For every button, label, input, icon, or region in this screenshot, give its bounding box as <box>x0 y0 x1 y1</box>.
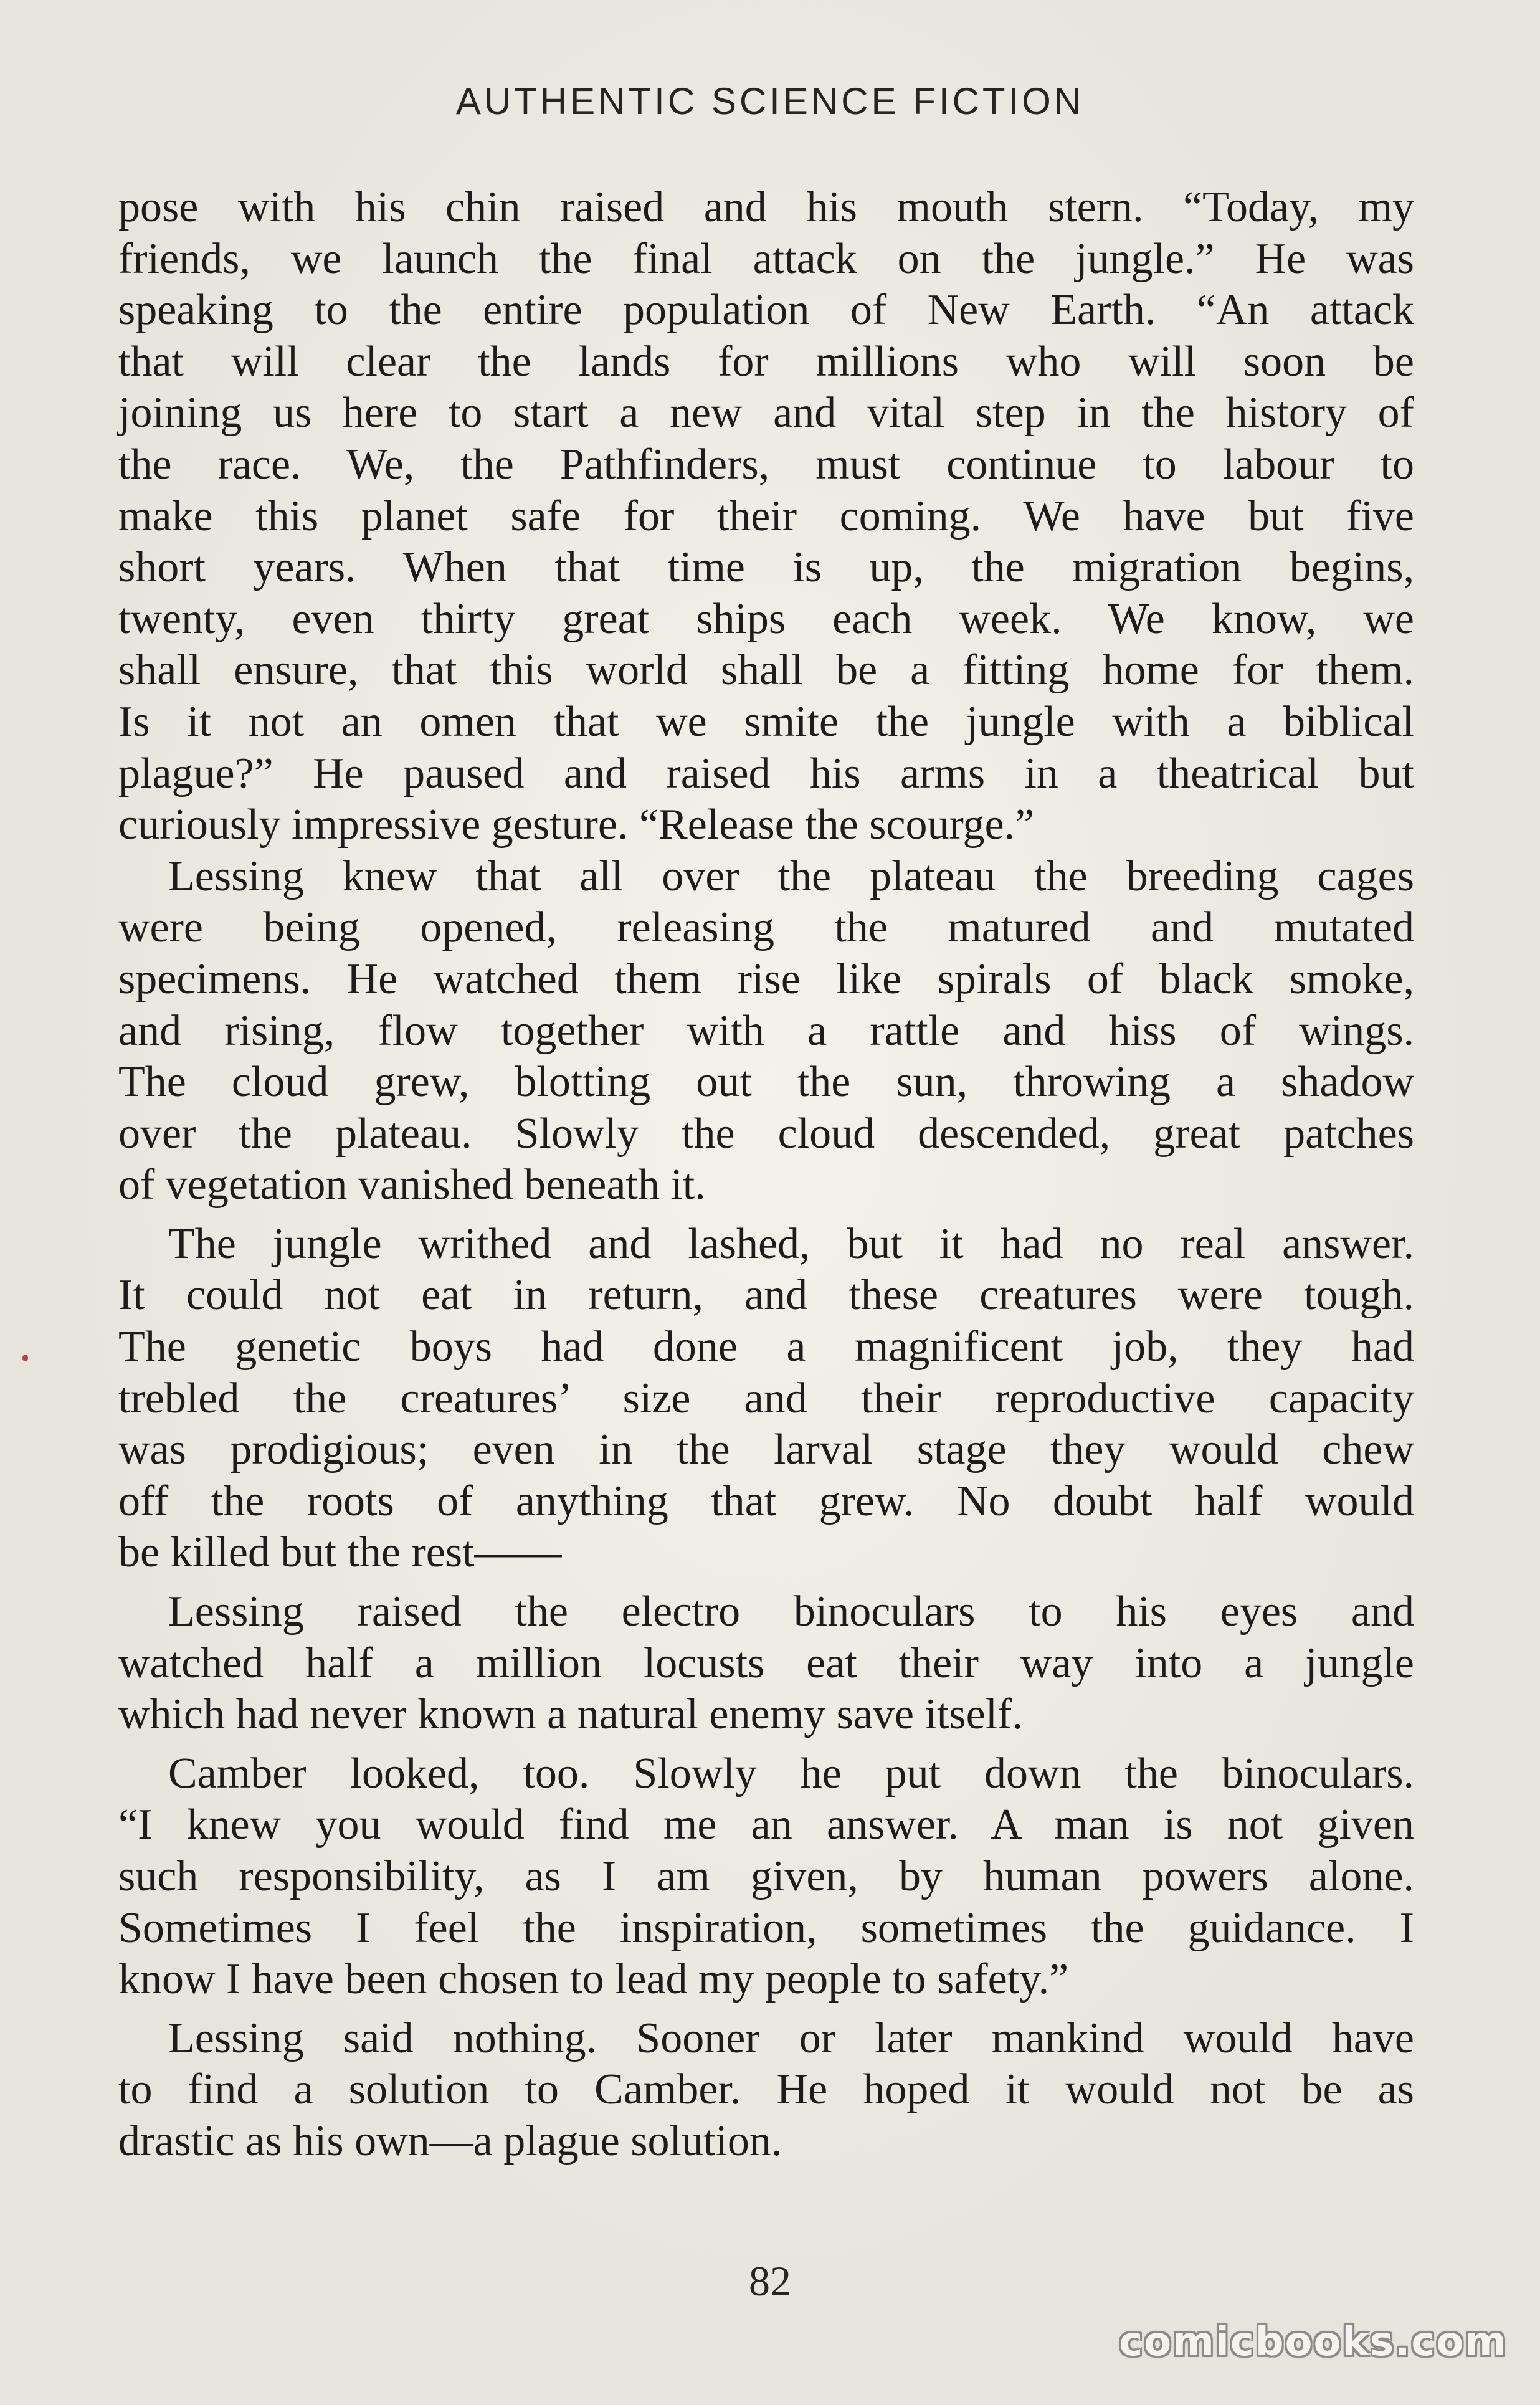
text-line: specimens. He watched them rise like spirals of black smoke, <box>118 955 1414 1003</box>
text-line: The cloud grew, blotting out the sun, throwing a shadow <box>118 1058 1414 1107</box>
text-line: joining us here to start a new and vital step in the history of <box>118 389 1414 437</box>
text-line: short years. When that time is up, the migration begins, <box>118 543 1414 592</box>
paragraph <box>118 182 1414 851</box>
watermark: comicbooks.com <box>1119 2319 1508 2365</box>
text-line: such responsibility, as I am given, by human powers alone. <box>118 1852 1414 1900</box>
text-line: Is it not an omen that we smite the jungle with a biblical <box>118 697 1414 746</box>
text-line: Lessing said nothing. Sooner or later mankind would have <box>168 2014 1414 2062</box>
text-line: and rising, flow together with a rattle and hiss of wings. <box>118 1006 1414 1055</box>
text-line: trebled the creatures’ size and their reproductive capacity <box>118 1374 1414 1422</box>
text-line: The genetic boys had done a magnificent job, they had <box>118 1323 1414 1371</box>
paragraph <box>118 1586 1414 1741</box>
text-line: Sometimes I feel the inspiration, sometimes the guidance. I <box>118 1903 1414 1952</box>
text-line: of vegetation vanished beneath it. <box>118 1161 706 1209</box>
text-line: speaking to the entire population of New Earth. “An attack <box>118 286 1414 335</box>
paragraph <box>118 851 1414 1211</box>
paragraph-gap <box>118 1741 1414 1748</box>
text-line: plague?” He paused and raised his arms in a theatrical but <box>118 749 1414 798</box>
text-line: was prodigious; even in the larval stage they would chew <box>118 1426 1414 1474</box>
text-line: be killed but the rest—— <box>118 1528 562 1577</box>
text-line: were being opened, releasing the matured and mutated <box>118 903 1414 952</box>
text-line: that will clear the lands for millions who will soon be <box>118 337 1414 386</box>
text-line: the race. We, the Pathfinders, must continue to labour to <box>118 440 1414 488</box>
ink-speck <box>22 1355 28 1361</box>
text-line: It could not eat in return, and these creatures were tough. <box>118 1271 1414 1320</box>
text-line: friends, we launch the final attack on the jungle.” He was <box>118 234 1414 283</box>
story-body <box>118 182 1414 2168</box>
text-line: Camber looked, too. Slowly he put down the binoculars. <box>168 1749 1414 1798</box>
paragraph-gap <box>118 1211 1414 1219</box>
text-line: twenty, even thirty great ships each week. We know, we <box>118 594 1414 643</box>
text-line: pose with his chin raised and his mouth stern. “Today, my <box>118 183 1414 231</box>
text-line: to find a solution to Camber. He hoped it would not be as <box>118 2065 1414 2114</box>
paragraph <box>118 1219 1414 1579</box>
text-line: “I knew you would find me an answer. A man is not given <box>118 1801 1414 1849</box>
paragraph-gap <box>118 2006 1414 2013</box>
paragraph <box>118 1748 1414 2006</box>
text-line: watched half a million locusts eat their way into a jungle <box>118 1639 1414 1687</box>
text-line: Lessing knew that all over the plateau the breeding cages <box>168 852 1414 900</box>
text-line: drastic as his own—a plague solution. <box>118 2117 782 2165</box>
page-number: 82 <box>749 2257 791 2305</box>
text-line: off the roots of anything that grew. No doubt half would <box>118 1477 1414 1525</box>
text-line: which had never known a natural enemy save itself. <box>118 1690 1023 1739</box>
text-line: shall ensure, that this world shall be a fitting home for them. <box>118 646 1414 695</box>
text-line: know I have been chosen to lead my people to safety.” <box>118 1955 1069 2004</box>
paragraph <box>118 2013 1414 2168</box>
text-line: curiously impressive gesture. “Release the scourge.” <box>118 801 1035 849</box>
text-line: Lessing raised the electro binoculars to his eyes and <box>168 1588 1414 1636</box>
text-line: The jungle writhed and lashed, but it had no real answer. <box>168 1219 1414 1268</box>
running-head: AUTHENTIC SCIENCE FICTION <box>455 80 1085 122</box>
paragraph-gap <box>118 1579 1414 1586</box>
text-line: over the plateau. Slowly the cloud descended, great patches <box>118 1109 1414 1158</box>
text-line: make this planet safe for their coming. We have but five <box>118 492 1414 540</box>
